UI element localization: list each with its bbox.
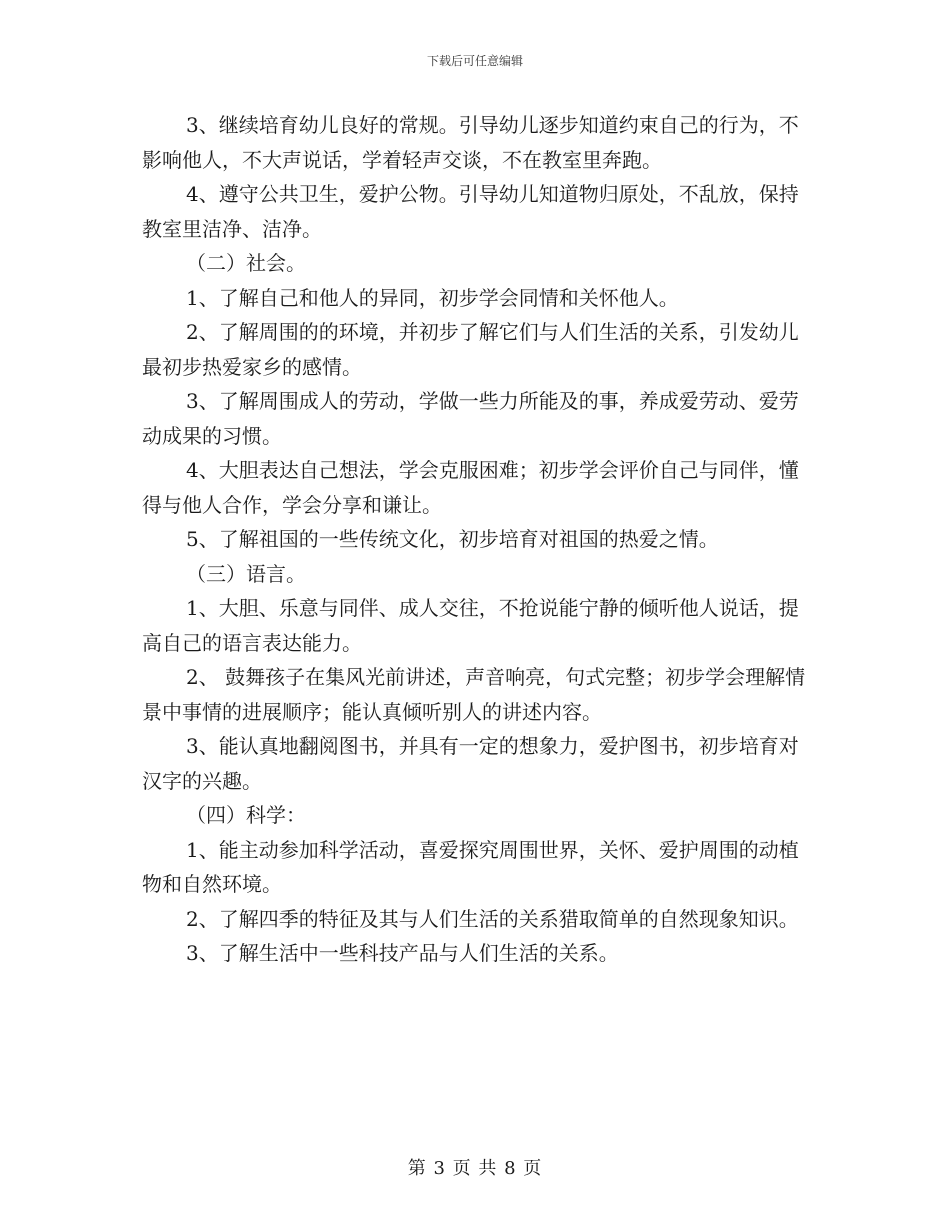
paragraph-science-2: 2、了解四季的特征及其与人们生活的关系猎取简单的自然现象知识。: [186, 906, 799, 931]
paragraph-science-1: 1、能主动参加科学活动，喜爱探究周围世界，关怀、爱护周围的动植物和自然环境。: [142, 837, 799, 896]
page-number: 第 3 页 共 8 页: [407, 1158, 543, 1179]
paragraph-social-1: 1、了解自己和他人的异同，初步学会同情和关怀他人。: [186, 285, 679, 310]
paragraph-social-2: 2、了解周围的的环境，并初步了解它们与人们生活的关系，引发幼儿最初步热爱家乡的感情。: [142, 320, 799, 379]
paragraph-hygiene: 4、遵守公共卫生，爱护公物。引导幼儿知道物归原处，不乱放，保持教室里洁净、洁净。: [142, 182, 799, 241]
paragraph-language-3: 3、能认真地翻阅图书，并具有一定的想象力，爱护图书，初步培育对汉字的兴趣。: [142, 734, 799, 793]
paragraph-language-1: 1、大胆、乐意与同伴、成人交往，不抢说能宁静的倾听他人说话，提高自己的语言表达能力。: [142, 596, 799, 655]
section-heading-science: （四）科学：: [186, 803, 306, 827]
section-heading-social: （二）社会。: [186, 251, 306, 275]
paragraph-social-3: 3、了解周围成人的劳动，学做一些力所能及的事，养成爱劳动、爱劳动成果的习惯。: [142, 389, 799, 448]
document-body: [142, 108, 812, 971]
paragraph-social-5: 5、了解祖国的一些传统文化，初步培育对祖国的热爱之情。: [186, 527, 719, 551]
paragraph-science-3: 3、了解生活中一些科技产品与人们生活的关系。: [186, 941, 619, 965]
paragraph-language-2: 2、 鼓舞孩子在集风光前讲述，声音响亮，句式完整；初步学会理解情景中事情的进展顺序；能认真倾听别人的讲述内容。: [142, 665, 806, 724]
paragraph-habits: 3、继续培育幼儿良好的常规。引导幼儿逐步知道约束自己的行为，不影响他人，不大声说话，学着轻声交谈，不在教室里奔跑。: [142, 113, 799, 172]
page-header: 下载后可任意编辑: [426, 54, 523, 68]
section-heading-language: （三）语言。: [186, 561, 306, 586]
paragraph-social-4: 4、大胆表达自己想法，学会克服困难；初步学会评价自己与同伴，懂得与他人合作，学会分享和谦让。: [142, 458, 799, 517]
